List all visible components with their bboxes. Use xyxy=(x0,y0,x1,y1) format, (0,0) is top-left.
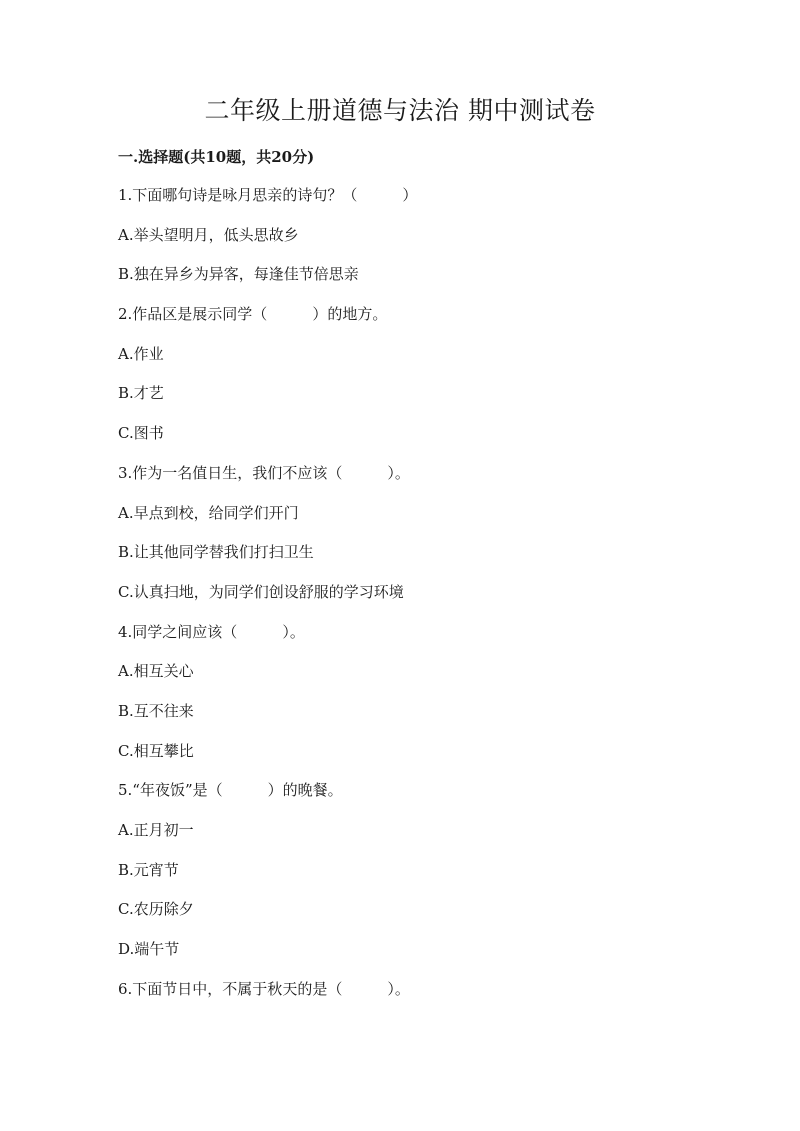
option-1b: B.独在异乡为异客，每逢佳节倍思亲 xyxy=(118,265,359,284)
question-list xyxy=(118,184,718,1017)
question-1: 1.下面哪句诗是咏月思亲的诗句？（ ） xyxy=(118,186,418,204)
question-4: 4.同学之间应该（ ）。 xyxy=(118,622,305,641)
option-3b: B.让其他同学替我们打扫卫生 xyxy=(118,543,314,562)
option-4c: C.相互攀比 xyxy=(118,741,194,760)
option-5d: D.端午节 xyxy=(118,940,180,959)
question-2: 2.作品区是展示同学（ ）的地方。 xyxy=(118,305,388,324)
option-2a: A.作业 xyxy=(118,344,164,363)
option-3c: C.认真扫地，为同学们创设舒服的学习环境 xyxy=(118,582,404,601)
option-4b: B.互不往来 xyxy=(118,701,194,720)
option-4a: A.相互关心 xyxy=(118,662,194,681)
page-title: 二年级上册道德与法治 期中测试卷 xyxy=(204,96,596,125)
option-3a: A.早点到校，给同学们开门 xyxy=(118,503,299,522)
option-2b: B.才艺 xyxy=(118,384,164,403)
question-5: 5.“年夜饭”是（ ）的晚餐。 xyxy=(118,781,343,800)
section-heading: 一.选择题(共10题，共20分) xyxy=(118,148,315,166)
option-1a: A.举头望明月，低头思故乡 xyxy=(118,225,299,244)
option-5b: B.元宵节 xyxy=(118,860,179,879)
option-2c: C.图书 xyxy=(118,424,164,443)
option-5c: C.农历除夕 xyxy=(118,900,194,919)
option-5a: A.正月初一 xyxy=(118,821,194,839)
question-6: 6.下面节日中，不属于秋天的是（ ）。 xyxy=(118,979,410,998)
question-3: 3.作为一名值日生，我们不应该（ ）。 xyxy=(118,463,410,482)
